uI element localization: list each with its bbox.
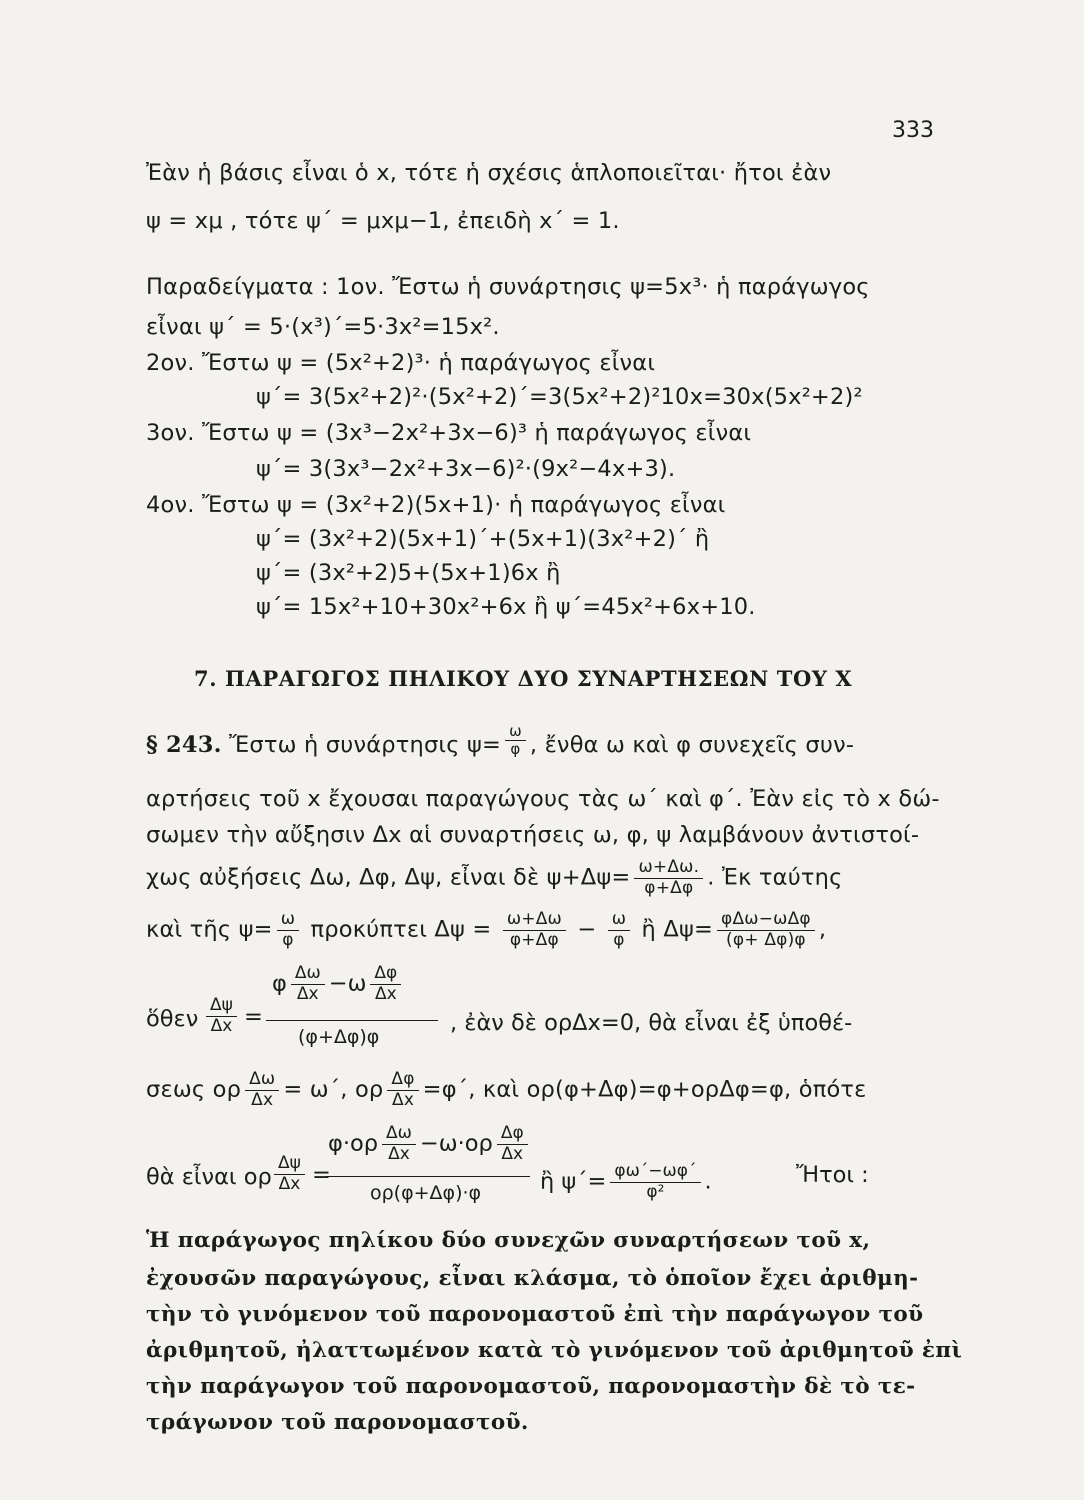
text-itoi: Ἤτοι : (796, 1162, 869, 1188)
fraction-denominator: φ² (646, 1181, 665, 1202)
fraction-denominator: φ+Δφ (644, 877, 694, 898)
compound-numerator (272, 964, 405, 1004)
period: . (704, 1168, 712, 1195)
fraction-denominator: Δx (374, 983, 397, 1004)
example-4-step-1: ψ΄= (3x²+2)(5x+1)΄+(5x+1)(3x²+2)΄ ἢ (256, 526, 710, 552)
fraction-numerator: ω (505, 723, 526, 741)
fraction (370, 964, 401, 1004)
example-4-step-2: ψ΄= (3x²+2)5+(5x+1)6x ἢ (256, 560, 561, 586)
fraction-numerator: φΔω−ωΔφ (717, 910, 815, 931)
fraction-numerator: ω (277, 910, 299, 931)
theorem-line-1: Ἡ παράγωγος πηλίκου δύο συνεχῶν συναρτήσεων τοῦ x, (146, 1228, 871, 1253)
text: καὶ τῆς ψ= (146, 916, 273, 943)
fraction-numerator: ω+Δω (503, 910, 566, 931)
fraction-denominator: Δx (391, 1089, 415, 1110)
compound-numerator-2 (328, 1124, 532, 1164)
theorem-line-5: τὴν παράγωγον τοῦ παρονομαστοῦ, παρονομαστὴν δὲ τὸ τε- (146, 1374, 916, 1399)
text-tha-einai: θὰ εἶναι ορ (146, 1164, 272, 1190)
example-2-statement: 2ον. Ἔστω ψ = (5x²+2)³· ἡ παράγωγος εἶναι (146, 350, 656, 376)
fraction-denominator: φ+Δφ (509, 929, 559, 950)
fraction-denominator: (φ+ Δφ)φ (726, 929, 806, 950)
fraction (497, 1124, 528, 1164)
compound-denominator-2: ορ(φ+Δφ)·φ (370, 1182, 482, 1204)
para-243-line-7 (146, 1070, 867, 1110)
para-243-line-5 (146, 910, 826, 950)
intro-line-2: ψ = xμ , τότε ψ΄ = μxμ−1, ἐπειδὴ x΄ = 1. (146, 208, 620, 234)
text: ἢ ψ΄= (540, 1168, 607, 1195)
fraction-numerator: φω΄−ωφ΄ (610, 1162, 700, 1183)
fraction-dpsi-dx-2 (270, 1154, 309, 1194)
fraction-dpsi-dx (202, 996, 241, 1036)
text: −ω·ορ (419, 1130, 493, 1157)
fraction-denominator: φ (282, 929, 294, 950)
theorem-line-4: ἀριθμητοῦ, ἠλαττωμένον κατὰ τὸ γινόμενον τοῦ ἀριθμητοῦ ἐπὶ (146, 1338, 963, 1363)
fraction (274, 1154, 305, 1194)
example-4-step-3: ψ΄= 15x²+10+30x²+6x ἢ ψ΄=45x²+6x+10. (256, 594, 756, 620)
text: χως αὐξήσεις Δω, Δφ, Δψ, εἶναι δὲ ψ+Δψ= (146, 864, 631, 891)
fraction-numerator: Δψ (206, 996, 237, 1017)
fraction (382, 1124, 416, 1164)
compound-fraction-bar (266, 1020, 438, 1021)
fraction-numerator: Δφ (370, 964, 401, 985)
example-3-derivative: ψ΄= 3(3x³−2x²+3x−6)²·(9x²−4x+3). (256, 456, 676, 482)
fraction-numerator: Δφ (497, 1124, 528, 1145)
page-number: 333 (892, 118, 934, 143)
para-243-text-a: Ἔστω ἡ συνάρτησις ψ= (228, 732, 502, 758)
fraction-numerator: Δφ (387, 1070, 418, 1091)
text-line-6-end: , ἐὰν δὲ ορΔx=0, θὰ εἶναι ἐξ ὑποθέ- (450, 1010, 853, 1036)
text: . Ἐκ ταύτης (707, 864, 843, 891)
para-243-text-b: , ἔνθα ω καὶ φ συνεχεῖς συν- (529, 732, 855, 758)
fraction-numerator: Δω (291, 964, 325, 985)
fraction (608, 910, 630, 950)
comma: , (818, 916, 827, 943)
para-243-line-3: σωμεν τὴν αὔξησιν Δx αἱ συναρτήσεις ω, φ, ψ λαμβάνουν ἀντιστοί- (146, 822, 920, 848)
fraction-increment (634, 858, 703, 898)
fraction-numerator: Δω (382, 1124, 416, 1145)
example-3-statement: 3ον. Ἔστω ψ = (3x³−2x²+3x−6)³ ἡ παράγωγος εἶναι (146, 420, 752, 446)
fraction-denominator: Δx (501, 1143, 524, 1164)
compound-fraction-bar-2 (326, 1176, 530, 1177)
fraction (291, 964, 325, 1004)
theorem-line-6: τράγωνον τοῦ παρονομαστοῦ. (146, 1410, 529, 1435)
fraction-denominator: Δx (296, 983, 319, 1004)
equals-sign: = (244, 1004, 263, 1030)
theorem-line-3: τὴν τὸ γινόμενον τοῦ παρονομαστοῦ ἐπὶ τὴν παράγωγον τοῦ (146, 1302, 924, 1327)
para-243-line-1 (146, 721, 855, 758)
fraction (717, 910, 815, 950)
intro-line-1: Ἐὰν ἡ βάσις εἶναι ὁ x, τότε ἡ σχέσις ἁπλοποιεῖται· ἤτοι ἐὰν (146, 160, 832, 186)
examples-line-1: Παραδείγματα : 1ον. Ἔστω ἡ συνάρτησις ψ=5x³· ἡ παράγωγος (146, 274, 870, 300)
text: ἢ Δψ= (641, 916, 714, 943)
text-i-psi (540, 1162, 712, 1202)
compound-denominator: (φ+Δφ)φ (298, 1026, 380, 1048)
fraction (206, 996, 237, 1036)
theorem-line-2: ἐχουσῶν παραγώγους, εἶναι κλάσμα, τὸ ὁποῖον ἔχει ἀριθμη- (146, 1266, 919, 1291)
para-243-line-4 (146, 858, 843, 898)
fraction-denominator: Δx (278, 1173, 301, 1194)
equals-sign: = (312, 1162, 331, 1188)
fraction-denominator: Δx (210, 1015, 233, 1036)
fraction-denominator: Δx (388, 1143, 410, 1164)
fraction-denominator: Δx (251, 1089, 274, 1110)
fraction-numerator: ω+Δω. (634, 858, 703, 879)
text: = ω΄, ορ (283, 1076, 384, 1103)
text: =φ΄, καὶ ορ(φ+Δφ)=φ+ορΔφ=φ, ὁπότε (422, 1076, 867, 1103)
fraction-numerator: ω (608, 910, 630, 931)
example-4-statement: 4ον. Ἔστω ψ = (3x²+2)(5x+1)· ἡ παράγωγος εἶναι (146, 492, 726, 518)
fraction-numerator: Δψ (274, 1154, 305, 1175)
text-othen: ὅθεν (146, 1006, 199, 1032)
fraction-final (610, 1162, 700, 1202)
minus-omega: −ω (328, 970, 367, 997)
text: φ·ορ (328, 1130, 379, 1157)
minus-sign: − (577, 916, 597, 943)
para-243-line-2: αρτήσεις τοῦ x ἔχουσαι παραγώγους τὰς ω΄ καὶ φ΄. Ἐὰν εἰς τὸ x δώ- (146, 786, 940, 812)
text: σεως ορ (146, 1076, 242, 1103)
examples-line-2: εἶναι ψ΄ = 5·(x³)΄=5·3x²=15x². (146, 314, 500, 340)
section-heading: 7. ΠΑΡΑΓΩΓΟΣ ΠΗΛΙΚΟΥ ΔΥΟ ΣΥΝΑΡΤΗΣΕΩΝ ΤΟΥ Χ (194, 666, 853, 691)
example-2-derivative: ψ΄= 3(5x²+2)²·(5x²+2)΄=3(5x²+2)²10x=30x(5x²+2)² (256, 384, 863, 410)
text: προκύπτει Δψ = (310, 916, 492, 943)
fraction-numerator: Δω (245, 1070, 279, 1091)
paragraph-mark: § 243. (146, 732, 222, 758)
fraction (503, 910, 566, 950)
fraction (387, 1070, 418, 1110)
fraction (245, 1070, 279, 1110)
phi: φ (272, 970, 287, 997)
fraction (277, 910, 299, 950)
fraction-denominator: φ (613, 929, 625, 950)
fraction-omega-phi (505, 723, 526, 759)
fraction-denominator: φ (510, 740, 521, 758)
